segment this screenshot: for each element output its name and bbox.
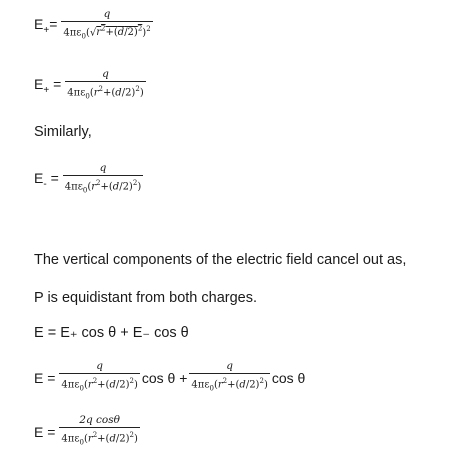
eq2-fraction [65,68,145,103]
eq2-lhs: $E_+$ = [34,75,62,96]
eq5-numerator-1: q [96,360,103,372]
equation-e-minus [34,162,145,197]
eq6-lhs: E = [34,423,56,440]
eq1-lhs: $E_+=$ [34,15,58,36]
equation-e-sum: E = E₊ cos θ + E₋ cos θ [34,325,189,341]
similarly-text: Similarly, [34,124,92,140]
eq5-denominator-1: $4\pi\varepsilon_0(r^2+(d/2)^2)$ [59,373,139,395]
eq5-fraction-2 [189,360,269,395]
eq1-denominator: $4\pi\varepsilon_0(√r^2+(d/2)^2)^2$ [61,21,152,43]
eq5-denominator-2: $4\pi\varepsilon_0(r^2+(d/2)^2)$ [189,373,269,395]
eq6-denominator: $4\pi\varepsilon_0(r^2+(d/2)^2)$ [59,427,139,449]
eq6-fraction [59,414,139,449]
eq1-numerator: q [103,8,111,20]
eq3-denominator: $4\pi\varepsilon_0(r^2+(d/2)^2)$ [63,175,143,197]
equation-e-final [34,414,142,449]
equation-e-expanded [34,360,305,395]
eq2-numerator: q [102,68,109,80]
eq5-middle: cos θ + [141,369,188,386]
equation-e-plus [34,68,148,103]
eq5-fraction-1 [59,360,139,395]
paragraph-equidistant: P is equidistant from both charges. [34,290,257,306]
eq3-numerator: q [99,162,107,174]
eq2-denominator: $4\pi\varepsilon_0(r^2+(d/2)^2)$ [65,81,145,103]
paragraph-vertical-components: The vertical components of the electric field cancel out as, [34,252,407,268]
eq5-end: cos θ [271,369,306,386]
eq5-numerator-2: q [226,360,233,372]
eq3-lhs: $E_-$ = [34,169,59,190]
eq1-fraction [61,8,152,43]
eq6-numerator: 2q cosθ [79,414,120,426]
eq3-fraction [63,162,143,197]
equation-e-plus-sqrt [34,8,155,43]
eq5-lhs: E = [34,369,56,386]
